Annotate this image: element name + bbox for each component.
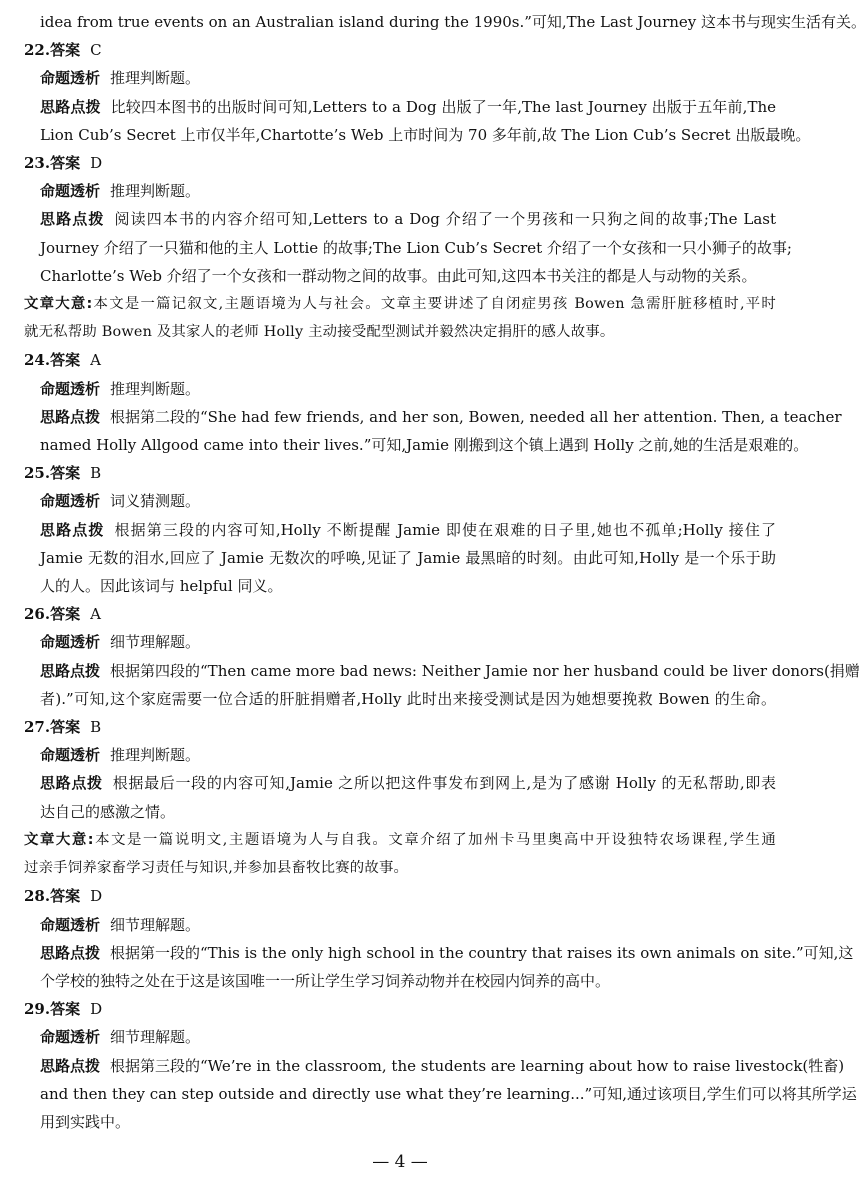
labeled-line [24, 657, 860, 685]
section-text: 推理判断题。 [110, 69, 201, 88]
section-label: 思路点拨 [40, 210, 105, 229]
answer-label: 答案 [50, 1000, 81, 1019]
answer-label: 答案 [50, 351, 81, 370]
line-text: 过亲手饲养家畜学习责任与知识,并参加县畜牧比赛的故事。 [24, 860, 409, 877]
line-text: Jamie 无数的泪水,回应了 Jamie 无数次的呼唤,见证了 Jamie 最黑暗的时刻。由此可知,Holly 是一个乐于助 [40, 548, 776, 567]
question-number: 26. [24, 605, 51, 624]
line-text: Journey 介绍了一只猫和他的主人 Lottie 的故事;The Lion Cub’s Secret 介绍了一个女孩和一只小狮子的故事; [40, 238, 792, 257]
article-summary-line [24, 290, 776, 318]
text-line [24, 544, 776, 572]
question-answer-header [24, 149, 776, 177]
question-number: 23. [24, 154, 51, 173]
line-text: 就无私帮助 Bowen 及其家人的老师 Holly 主动接受配型测试并毅然决定捐肝的感人故事。 [24, 324, 615, 341]
labeled-line [24, 911, 776, 939]
section-text: 词义猜测题。 [110, 492, 201, 511]
question-answer-header [24, 600, 776, 628]
text-line [24, 572, 776, 600]
labeled-line [24, 487, 776, 515]
question-answer-header [24, 995, 776, 1023]
answer-value: D [90, 887, 103, 906]
answer-value: B [90, 718, 102, 737]
text-line [24, 685, 776, 713]
labeled-line [24, 93, 776, 121]
labeled-line [24, 403, 842, 431]
text-line [24, 854, 776, 882]
labeled-line [24, 769, 776, 797]
line-text: idea from true events on an Australian island during the 1990s.”可知,The Last Journey 这本书与现实生活有关。 [40, 13, 866, 31]
section-text: 细节理解题。 [110, 633, 201, 652]
text-line [24, 121, 811, 149]
text-line [24, 8, 866, 36]
section-label: 命题透析 [40, 915, 101, 934]
line-text: 用到实践中。 [40, 1112, 131, 1131]
answer-value: B [90, 464, 102, 483]
answer-label: 答案 [50, 41, 81, 60]
labeled-line [24, 939, 854, 967]
answer-label: 答案 [50, 605, 81, 624]
section-label: 思路点拨 [40, 943, 101, 962]
article-summary-line [24, 826, 776, 854]
text-line [24, 1108, 776, 1136]
line-text: 个学校的独特之处在于这是该国唯一一所让学生学习饲养动物并在校园内饲养的高中。 [40, 971, 611, 990]
section-text: 根据最后一段的内容可知,Jamie 之所以把这件事发布到网上,是为了感谢 Holly 的无私帮助,即表 [112, 774, 776, 793]
question-number: 27. [24, 718, 51, 737]
answer-label: 答案 [50, 718, 81, 737]
labeled-line [24, 1052, 845, 1080]
labeled-line [24, 64, 776, 92]
answer-value: A [90, 605, 101, 624]
summary-text: 本文是一篇记叙文,主题语境为人与社会。文章主要讲述了自闭症男孩 Bowen 急需肝脏移植时,平时 [92, 296, 776, 313]
section-text: 细节理解题。 [110, 915, 201, 934]
question-answer-header [24, 459, 776, 487]
section-text: 根据第三段的内容可知,Holly 不断提醒 Jamie 即使在艰难的日子里,她也不孤单;Holly 接住了 [114, 520, 776, 539]
question-answer-header [24, 713, 776, 741]
section-label: 思路点拨 [40, 661, 101, 680]
question-number: 28. [24, 887, 51, 906]
page-content [24, 8, 866, 1136]
section-label: 命题透析 [40, 379, 101, 398]
labeled-line [24, 1023, 776, 1051]
section-text: 推理判断题。 [110, 379, 201, 398]
section-label: 命题透析 [40, 1028, 101, 1047]
text-line [24, 798, 776, 826]
answer-label: 答案 [50, 154, 81, 173]
section-text: 阅读四本书的内容介绍可知,Letters to a Dog 介绍了一个男孩和一只狗之间的故事;The Last [114, 210, 776, 229]
labeled-line [24, 516, 776, 544]
text-line [24, 234, 792, 262]
section-label: 思路点拨 [40, 1056, 101, 1075]
text-line [24, 431, 809, 459]
line-text: 者).”可知,这个家庭需要一位合适的肝脏捐赠者,Holly 此时出来接受测试是因为她想要挽救 Bowen 的生命。 [40, 689, 776, 708]
section-label: 命题透析 [40, 633, 101, 652]
text-line [24, 318, 776, 346]
section-text: 根据第二段的“She had few friends, and her son, Bowen, needed all her attention. Then, a teacher [110, 407, 842, 426]
summary-label: 文章大意: [24, 831, 94, 848]
section-label: 思路点拨 [40, 774, 103, 793]
section-label: 命题透析 [40, 746, 101, 765]
page-number: — 4 — [372, 1152, 428, 1172]
text-line [24, 967, 776, 995]
labeled-line [24, 177, 776, 205]
section-text: 推理判断题。 [110, 746, 201, 765]
text-line [24, 1080, 857, 1108]
answer-value: D [90, 1000, 103, 1019]
line-text: 达自己的感激之情。 [40, 802, 176, 821]
section-label: 思路点拨 [40, 520, 105, 539]
labeled-line [24, 375, 776, 403]
section-text: 根据第三段的“We’re in the classroom, the students are learning about how to raise livestock(牲畜) [110, 1056, 845, 1075]
section-label: 命题透析 [40, 69, 101, 88]
question-number: 25. [24, 464, 51, 483]
section-text: 根据第一段的“This is the only high school in the country that raises its own animals on site.”可知,这 [110, 943, 854, 962]
question-answer-header [24, 882, 776, 910]
answer-value: C [90, 41, 102, 60]
question-answer-header [24, 36, 776, 64]
summary-label: 文章大意: [24, 296, 93, 313]
question-number: 24. [24, 351, 51, 370]
labeled-line [24, 628, 776, 656]
section-text: 比较四本图书的出版时间可知,Letters to a Dog 出版了一年,The last Journey 出版于五年前,The [110, 97, 776, 116]
question-number: 29. [24, 1000, 51, 1019]
section-text: 细节理解题。 [110, 1028, 201, 1047]
question-answer-header [24, 346, 776, 374]
summary-text: 本文是一篇说明文,主题语境为人与自我。文章介绍了加州卡马里奥高中开设独特农场课程,学生通 [93, 831, 776, 848]
section-label: 思路点拨 [40, 407, 101, 426]
line-text: Charlotte’s Web 介绍了一个女孩和一群动物之间的故事。由此可知,这四本书关注的都是人与动物的关系。 [40, 266, 757, 285]
answer-value: D [90, 154, 103, 173]
section-label: 命题透析 [40, 492, 101, 511]
labeled-line [24, 205, 776, 233]
answer-label: 答案 [50, 887, 81, 906]
answer-value: A [90, 351, 101, 370]
answer-label: 答案 [50, 464, 81, 483]
section-label: 思路点拨 [40, 97, 101, 116]
section-text: 推理判断题。 [110, 182, 201, 201]
section-label: 命题透析 [40, 182, 101, 201]
line-text: Lion Cub’s Secret 上市仅半年,Chartotte’s Web 上市时间为 70 多年前,故 The Lion Cub’s Secret 出版最晚。 [40, 125, 811, 144]
question-number: 22. [24, 41, 51, 60]
line-text: named Holly Allgood came into their lives.”可知,Jamie 刚搬到这个镇上遇到 Holly 之前,她的生活是艰难的。 [40, 436, 809, 455]
section-text: 根据第四段的“Then came more bad news: Neither Jamie nor her husband could be liver donors(捐赠 [110, 661, 860, 680]
labeled-line [24, 741, 776, 769]
line-text: and then they can step outside and directly use what they’re learning...”可知,通过该项目,学生们可以将其所学运 [40, 1084, 857, 1103]
text-line [24, 262, 776, 290]
line-text: 人的人。因此该词与 helpful 同义。 [40, 577, 283, 596]
